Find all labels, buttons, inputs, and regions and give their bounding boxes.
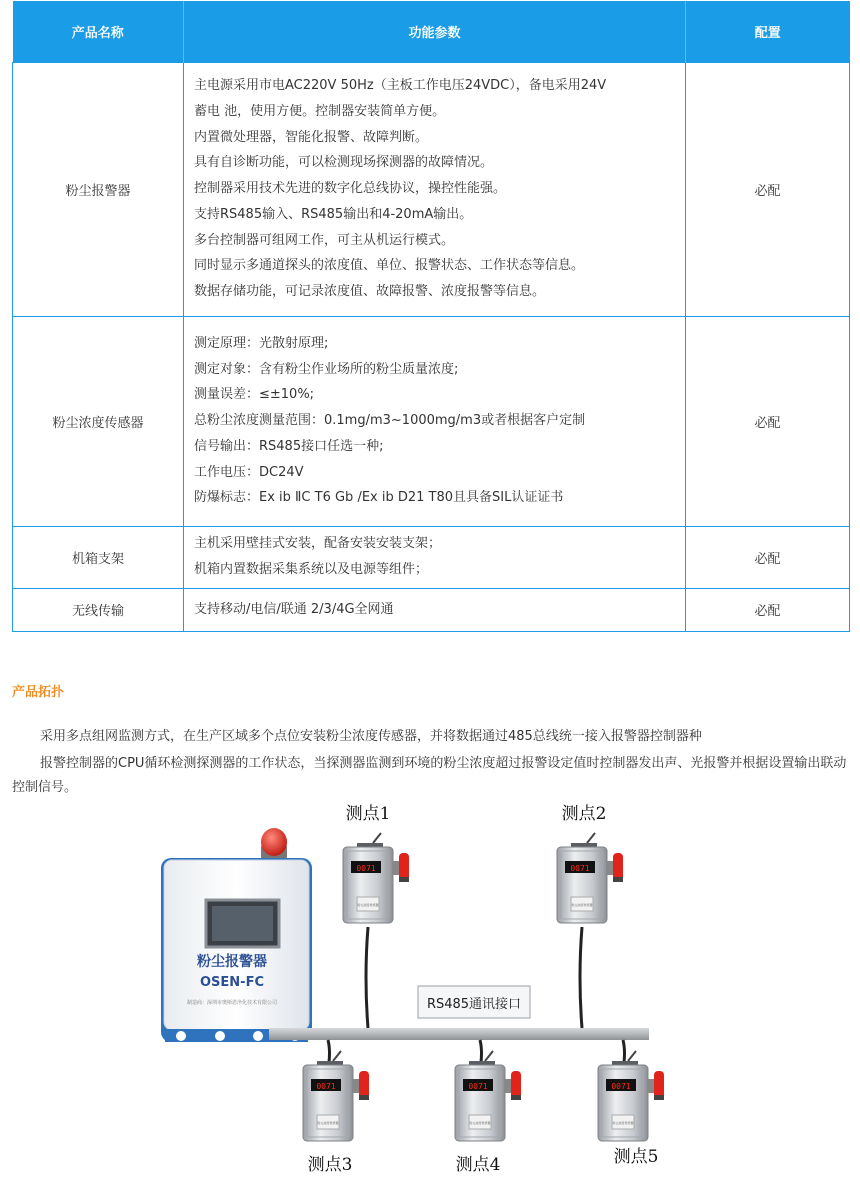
- config-cell: 必配: [686, 62, 850, 316]
- bus-label: RS485通讯接口: [426, 997, 522, 1012]
- header-product-name: 产品名称: [13, 1, 184, 62]
- product-name-cell: 无线传输: [13, 588, 184, 631]
- point-label: 测点3: [307, 1155, 353, 1175]
- product-name-cell: 粉尘报警器: [13, 62, 184, 316]
- table-row: [13, 62, 850, 316]
- table-row: [13, 316, 850, 526]
- param-line: 测量误差：≤±10%;: [194, 387, 315, 403]
- controller-title: 粉尘报警器: [197, 954, 267, 970]
- rs485-bus: [269, 986, 649, 1040]
- table-row: [13, 526, 850, 588]
- param-line: 主电源采用市电AC220V 50Hz（主板工作电压24VDC），备电采用24V: [194, 78, 607, 94]
- sensor-alarm-icon: [613, 853, 623, 881]
- sensor-alarm-icon: [359, 1071, 369, 1099]
- sensor-alarm-icon: [654, 1071, 664, 1099]
- point-label: 测点2: [561, 804, 607, 824]
- sensor-point-3: [303, 1040, 369, 1175]
- config-cell: 必配: [686, 588, 850, 631]
- param-line: 总粉尘浓度测量范围：0.1mg/m3~1000mg/m3或者根据客户定制: [194, 413, 586, 429]
- sensor-point-5: [598, 1040, 664, 1167]
- sensor-plate: 粉尘浓度传感器: [469, 1121, 491, 1125]
- param-line: 测定原理：光散射原理;: [194, 336, 329, 352]
- sensor-plate: 粉尘浓度传感器: [317, 1121, 339, 1125]
- param-line: 内置微处理器，智能化报警、故障判断。: [194, 129, 429, 145]
- table-header-row: [13, 1, 850, 62]
- controller-model: OSEN-FC: [200, 975, 264, 990]
- param-line: 防爆标志：Ex ib ⅡC T6 Gb /Ex ib D21 T80且具备SIL认证证书: [194, 490, 564, 506]
- alarm-lamp-icon: [261, 828, 287, 856]
- sensor-display: 0071: [468, 1082, 488, 1091]
- param-line: 工作电压：DC24V: [194, 464, 304, 480]
- param-line: 同时显示多通道探头的浓度值、单位、报警状态、工作状态等信息。: [194, 258, 585, 274]
- sensor-plate: 粉尘浓度传感器: [571, 903, 593, 907]
- param-line: 多台控制器可组网工作，可主从机运行模式。: [194, 232, 455, 248]
- params-cell: [184, 588, 686, 631]
- product-name-cell: 机箱支架: [13, 526, 184, 588]
- params-cell: [184, 316, 686, 526]
- topology-diagram: [0, 790, 860, 1181]
- param-line: 测定对象：含有粉尘作业场所的粉尘质量浓度;: [194, 361, 459, 377]
- point-label: 测点1: [345, 804, 391, 824]
- controller-unit: [161, 828, 312, 1042]
- sensor-point-4: [455, 1040, 521, 1175]
- param-line: 数据存储功能，可记录浓度值、故障报警、浓度报警等信息。: [194, 283, 546, 299]
- config-cell: 必配: [686, 316, 850, 526]
- sensor-plate: 粉尘浓度传感器: [357, 903, 379, 907]
- sensor-alarm-icon: [511, 1071, 521, 1099]
- spec-table: [12, 1, 850, 632]
- sensor-display: 0071: [356, 864, 376, 873]
- sensor-alarm-icon: [399, 853, 409, 881]
- header-function-params: 功能参数: [184, 1, 686, 62]
- param-line: 具有自诊断功能，可以检测现场探测器的故障情况。: [194, 155, 494, 171]
- topology-paragraph-2: 报警控制器的CPU循环检测探测器的工作状态，当探测器监测到环境的粉尘浓度超过报警设定值时控制器发出声、光报警并根据设置输出联动控制信号。: [12, 756, 847, 795]
- param-line: 机箱内置数据采集系统以及电源等组件；: [194, 562, 429, 577]
- params-cell: [184, 62, 686, 316]
- product-name-cell: 粉尘浓度传感器: [13, 316, 184, 526]
- config-cell: 必配: [686, 526, 850, 588]
- sensor-display: 0071: [611, 1082, 631, 1091]
- sensor-display: 0071: [316, 1082, 336, 1091]
- point-label: 测点5: [613, 1147, 659, 1167]
- controller-maker: 制造商：深圳市奥斯恩净化技术有限公司: [186, 1000, 278, 1006]
- param-line: 主机采用壁挂式安装，配备安装安装支架；: [194, 536, 442, 552]
- point-label: 测点4: [455, 1155, 501, 1175]
- sensor-point-1: [343, 804, 409, 1028]
- topology-paragraph-1: 采用多点组网监测方式，在生产区域多个点位安装粉尘浓度传感器，并将数据通过485总线统一接入报警器控制器种: [40, 729, 702, 744]
- sensor-point-2: [557, 804, 623, 1028]
- sensor-plate: 粉尘浓度传感器: [612, 1121, 634, 1125]
- param-line: 支持移动/电信/联通 2/3/4G全网通: [194, 601, 394, 617]
- param-line: 蓄电 池，使用方便。控制器安装简单方便。: [194, 104, 446, 120]
- params-cell: [184, 526, 686, 588]
- header-config: 配置: [686, 1, 850, 62]
- param-line: 控制器采用技术先进的数字化总线协议，操控性能强。: [194, 181, 507, 197]
- table-row: [13, 588, 850, 631]
- param-line: 支持RS485输入、RS485输出和4-20mA输出。: [194, 206, 473, 222]
- param-line: 信号输出：RS485接口任选一种;: [194, 438, 384, 454]
- sensor-display: 0071: [570, 864, 590, 873]
- section-title-topology: 产品拓扑: [12, 685, 65, 700]
